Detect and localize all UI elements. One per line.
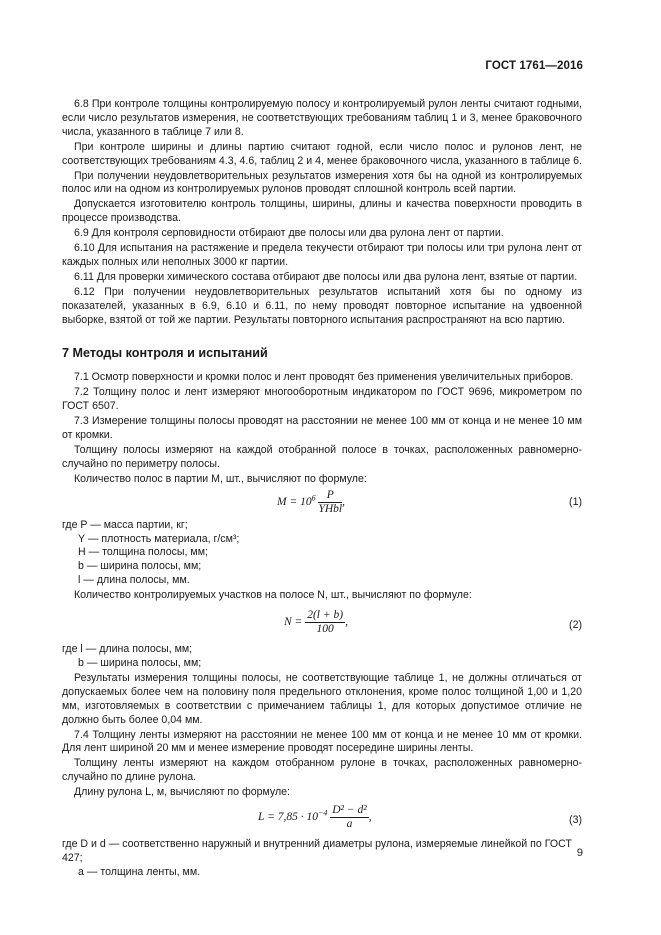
paragraph-6-11: 6.11 Для проверки химического состава отбирают две полосы или два рулона лент, взятые от партии. [74, 270, 578, 283]
where-1-line: H — толщина полосы, мм; [78, 546, 208, 559]
where-3-line: a — толщина ленты, мм. [78, 865, 201, 878]
where-1-line: Y — плотность материала, г/см³; [78, 532, 240, 545]
formula-3-exponent: −4 [317, 808, 328, 818]
paragraph-7-3-d: Количество контролируемых участков на полосе N, шт., вычисляют по формуле: [74, 589, 472, 602]
where-1-line: b — ширина полосы, мм; [78, 560, 202, 573]
formula-1-lhs: M = 10 [277, 495, 312, 508]
where-block-2 [62, 643, 582, 671]
formula-2 [62, 609, 582, 643]
formula-2-expression [284, 609, 348, 636]
paragraph-6-10: 6.10 Для испытания на растяжение и предела текучести отбирают три полосы или три рулона лент от каждых полных или неполных 3000 кг партии. [62, 242, 582, 268]
formula-1-number: (1) [569, 495, 582, 508]
paragraph-allowed: Допускается изготовителю контроль толщины, ширины, длины и качества поверхности проводить в процессе производства. [62, 198, 582, 225]
formula-3-number: (3) [569, 814, 582, 827]
paragraph-7-3: 7.3 Измерение толщины полосы проводят на расстоянии не менее 100 мм от конца и не менее 10 мм от кромки. [62, 415, 582, 442]
formula-1-tail: , [342, 495, 345, 508]
formula-2-number: (2) [569, 619, 582, 632]
where-block-1 [62, 519, 582, 589]
formula-3-lhs: L = 7,85 · 10 [258, 811, 318, 824]
where-1-head: где P — масса партии, кг; [62, 518, 188, 531]
formula-3-denominator: a [346, 818, 353, 831]
paragraph-6-12: 6.12 При получении неудовлетворительных результатов испытаний хотя бы по одному из показателей, указанных в 6.9, 6.10 и 6.11, по нему проводят повторное испытание на удвоенной выборке, взятой от той же партии. Результаты повторного испытания распространяют на всю партию. [62, 285, 582, 326]
paragraph-7-4-b: Толщину ленты измеряют на каждом отобранном рулоне в точках, расположенных равномерно-случайно по длине рулона. [62, 757, 582, 784]
formula-2-denominator: 100 [316, 623, 334, 636]
paragraph-unsatisfactory: При получении неудовлетворительных результатов измерения хотя бы на одной из контролируемых полос или на одном из контролируемых рулонов проводят сплошной контроль всей партии. [62, 169, 582, 196]
formula-1-numerator: P [318, 489, 342, 503]
where-2-line: b — ширина полосы, мм; [78, 657, 202, 669]
where-block-3 [62, 838, 582, 880]
paragraph-7-3-e: Результаты измерения толщины полосы, не соответствующие таблице 1, не должны отличаться от допускаемых более чем на половину поля предельного отклонения, кроме полос толщиной 1,00 и 1,20 мм, изготовляемых в соответствии с примечанием таблицы 1, для которых допустимое отличие не должно быть более 0,04 мм. [62, 671, 582, 726]
paragraph-6-8: 6.8 При контроле толщины контролируемую полосу и контролируемый рулон ленты считают годными, если число результатов измерения, не соответствующих требованиям таблиц 1 и 3, менее браковочного числа, указанного в таблице 7 или 8. [62, 98, 582, 138]
standard-header: ГОСТ 1761—2016 [485, 60, 583, 72]
paragraph-7-3-b: Толщину полосы измеряют на каждой отобранной полосе в точках, расположенных равномерно-случайно по периметру полосы. [62, 443, 582, 470]
formula-3-tail: , [368, 811, 372, 824]
where-2-head: где l — длина полосы, мм; [62, 643, 193, 656]
formula-1-denominator: YHbl [318, 502, 343, 515]
section-title: 7 Методы контроля и испытаний [62, 345, 268, 360]
paragraph-7-1: 7.1 Осмотр поверхности и кромки полос и лент проводят без применения увеличительных приборов. [74, 371, 574, 384]
formula-2-tail: , [345, 616, 348, 629]
formula-3-numerator: D² − d² [332, 804, 367, 817]
where-3-head: где D и d — соответственно наружный и внутренний диаметры рулона, измеряемые линейкой по ГОСТ 427; [62, 838, 572, 864]
document-body [62, 98, 582, 880]
paragraph-6-9: 6.9 Для контроля серповидности отбирают две полосы или два рулона лент от партии. [74, 227, 504, 240]
formula-1-exponent: 6 [311, 492, 316, 502]
formula-2-numerator: 2(l + b) [307, 609, 344, 622]
paragraph-7-3-c: Количество полос в партии M, шт., вычисляют по формуле: [74, 472, 367, 485]
page-number: 9 [576, 847, 583, 859]
formula-1-fraction [318, 489, 342, 516]
where-1-line: l — длина полосы, мм. [78, 574, 190, 587]
formula-1-expression [277, 489, 345, 516]
formula-1 [62, 489, 582, 519]
paragraph-7-2: 7.2 Толщину полос и лент измеряют многооборотным индикатором по ГОСТ 9696, микрометром по ГОСТ 6507. [62, 386, 582, 413]
formula-2-fraction [305, 609, 345, 636]
formula-3-fraction [330, 804, 368, 831]
paragraph-7-4-c: Длину рулона L, м, вычисляют по формуле: [74, 786, 290, 799]
formula-3 [62, 804, 582, 838]
paragraph-width-length: При контроле ширины и длины партию считают годной, если число полос и рулонов лент, не соответствующих требованиям 4.3, 4.6, таблиц 2 и 4, менее браковочного числа, указанного в таблице 6. [62, 140, 582, 167]
formula-2-lhs: N = [284, 616, 303, 629]
formula-3-expression [258, 804, 372, 831]
paragraph-7-4: 7.4 Толщину ленты измеряют на расстоянии не менее 100 мм от конца и не менее 10 мм от кромки. Для лент шириной 20 мм и менее измерение проводят посередине ширины ленты. [62, 728, 582, 755]
